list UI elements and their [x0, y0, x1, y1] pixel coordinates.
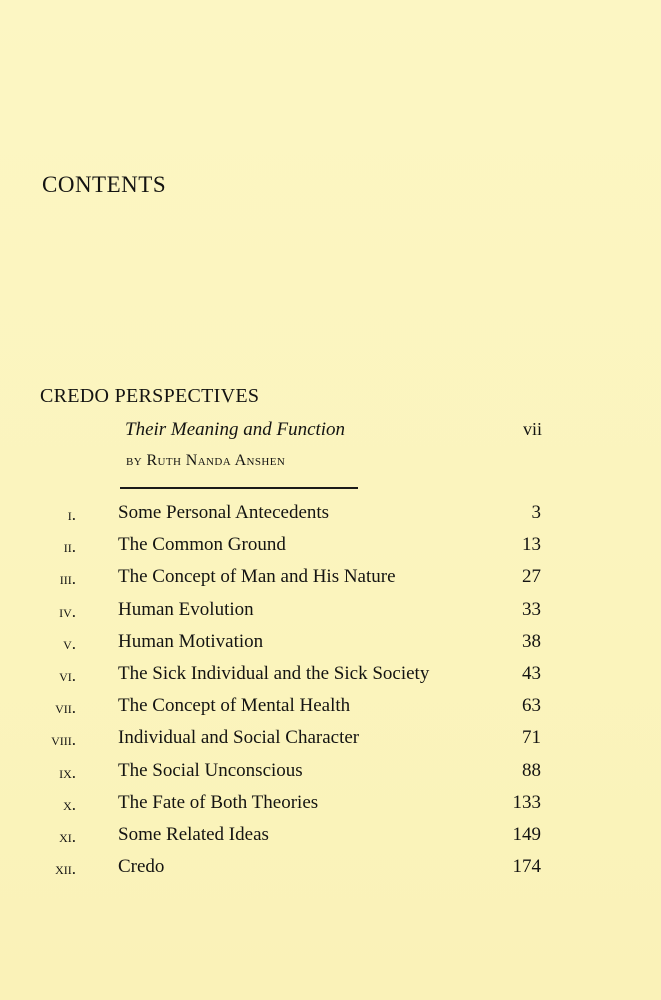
chapter-number: iii. — [59, 569, 76, 589]
front-section-author: by Ruth Nanda Anshen — [126, 452, 286, 469]
chapter-title: The Social Unconscious — [118, 759, 303, 781]
toc-entry — [0, 566, 661, 598]
chapter-title: The Concept of Man and His Nature — [118, 566, 396, 588]
chapter-number: vi. — [59, 665, 76, 685]
chapter-page-number: 33 — [522, 598, 541, 620]
chapter-title: Credo — [118, 856, 165, 878]
toc-entry — [0, 856, 661, 888]
toc-entry — [0, 695, 661, 727]
chapter-page-number: 13 — [522, 534, 541, 556]
divider-rule — [120, 487, 358, 489]
chapter-title: The Concept of Mental Health — [118, 695, 351, 717]
toc-entry — [0, 534, 661, 566]
toc-entry — [0, 760, 661, 792]
chapter-number: xii. — [55, 859, 76, 879]
front-section-subtitle: Their Meaning and Function — [125, 419, 346, 440]
chapter-page-number: 27 — [522, 566, 541, 588]
chapter-number: ii. — [63, 537, 76, 557]
chapter-page-number: 71 — [522, 727, 541, 749]
page-title: CONTENTS — [42, 172, 167, 197]
chapter-page-number: 133 — [512, 791, 541, 813]
chapter-page-number: 63 — [522, 695, 541, 717]
toc-entry — [0, 599, 661, 631]
chapter-number: i. — [67, 505, 76, 524]
front-section-title: CREDO PERSPECTIVES — [40, 385, 260, 407]
chapter-title: Human Evolution — [118, 598, 254, 620]
chapter-page-number: 38 — [522, 630, 541, 652]
chapter-title: Individual and Social Character — [118, 727, 360, 749]
chapter-title: The Sick Individual and the Sick Society — [118, 662, 430, 684]
chapter-title: Some Related Ideas — [118, 823, 269, 845]
toc-entry — [0, 631, 661, 663]
chapter-title: Human Motivation — [118, 630, 264, 652]
table-of-contents — [0, 502, 661, 888]
chapter-page-number: 88 — [522, 759, 541, 781]
chapter-number: xi. — [59, 826, 76, 846]
chapter-page-number: 43 — [522, 662, 541, 684]
chapter-number: v. — [63, 633, 76, 653]
chapter-number: viii. — [51, 730, 76, 750]
toc-entry — [0, 792, 661, 824]
toc-entry — [0, 727, 661, 759]
chapter-number: x. — [63, 794, 76, 814]
toc-entry — [0, 502, 661, 534]
toc-entry — [0, 824, 661, 856]
chapter-title: The Common Ground — [118, 534, 286, 556]
chapter-number: ix. — [59, 762, 76, 782]
chapter-title: The Fate of Both Theories — [118, 791, 319, 813]
front-section-page-number: vii — [522, 419, 542, 439]
chapter-page-number: 174 — [512, 856, 541, 878]
toc-entry — [0, 663, 661, 695]
chapter-number: vii. — [55, 698, 76, 718]
chapter-page-number: 149 — [512, 823, 541, 845]
chapter-title: Some Personal Antecedents — [118, 502, 330, 523]
chapter-number: iv. — [59, 601, 76, 621]
chapter-page-number: 3 — [531, 502, 541, 523]
